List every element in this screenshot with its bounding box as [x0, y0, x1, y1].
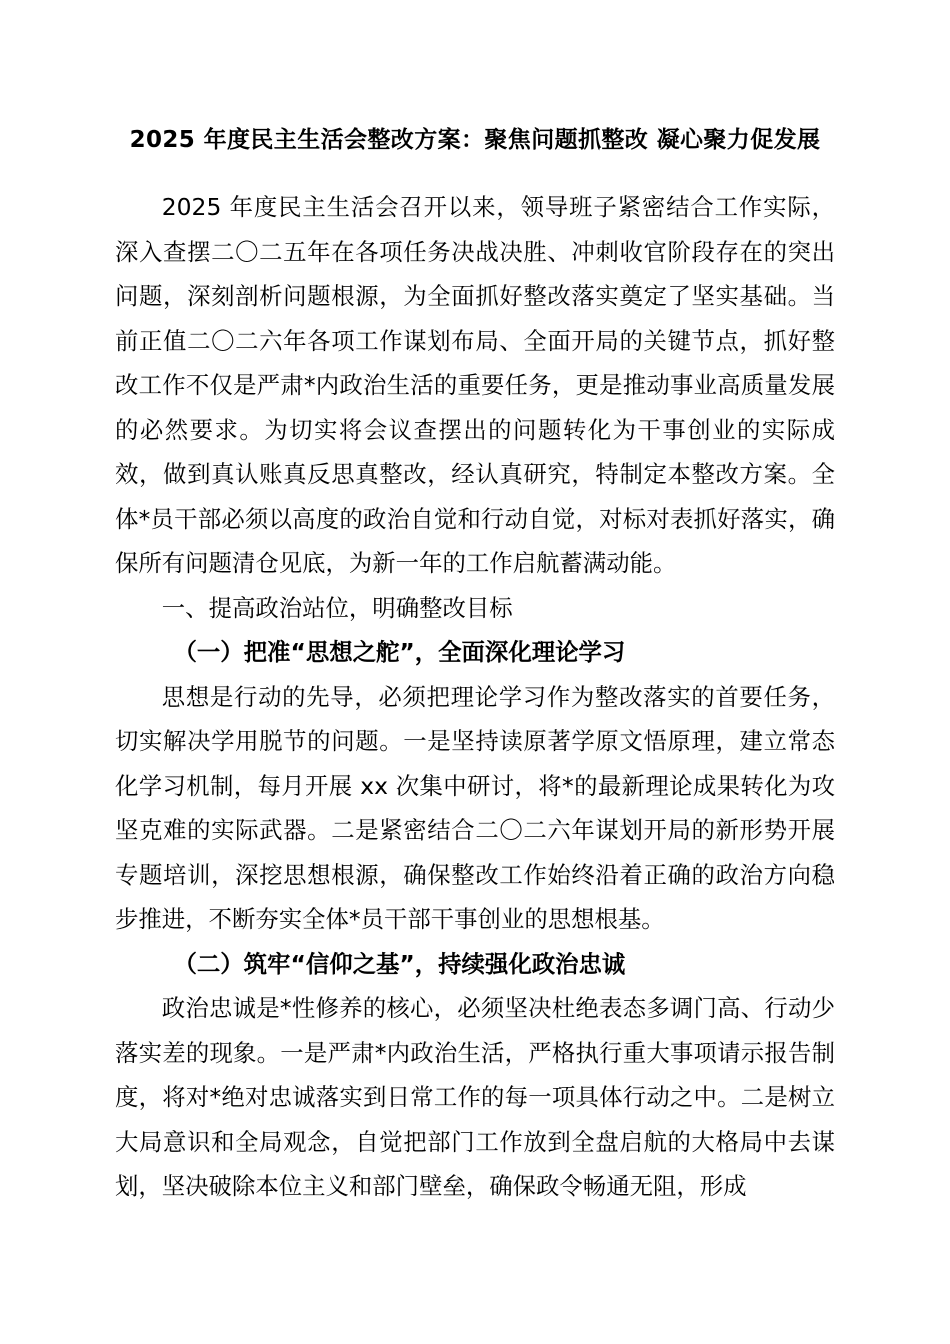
intro-paragraph: 2025 年度民主生活会召开以来，领导班子紧密结合工作实际，深入查摆二〇二五年在各项任务决战决胜、冲刺收官阶段存在的突出问题，深刻剖析问题根源，为全面抓好整改落实奠定了坚实基础。当前正值二〇二六年各项工作谋划布局、全面开局的关键节点，抓好整改工作不仅是严肃*内政治生活的重要任务，更是推动事业高质量发展的必然要求。为切实将会议查摆出的问题转化为干事创业的实际成效，做到真认账真反思真整改，经认真研究，特制定本整改方案。全体*员干部必须以高度的政治自觉和行动自觉，对标对表抓好落实，确保所有问题清仓见底，为新一年的工作启航蓄满动能。: [115, 193, 835, 577]
subsection-heading-1: （一）把准“思想之舵”，全面深化理论学习: [173, 638, 626, 666]
section-heading-1: 一、提高政治站位，明确整改目标: [161, 593, 513, 622]
subsection-heading-2: （二）筑牢“信仰之基”，持续强化政治忠诚: [173, 949, 626, 978]
subsection-2-paragraph: 政治忠诚是*性修养的核心，必须坚决杜绝表态多调门高、行动少落实差的现象。一是严肃*内政治生活，严格执行重大事项请示报告制度，将对*绝对忠诚落实到日常工作的每一项具体行动之中。二是树立大局意识和全局观念，自觉把部门工作放到全盘启航的大格局中去谋划，坚决破除本位主义和部门壁垒，确保政令畅通无阻，形成: [115, 994, 835, 1200]
document-title: 2025 年度民主生活会整改方案：聚焦问题抓整改 凝心聚力促发展: [129, 127, 821, 153]
document-body: [115, 185, 835, 1209]
subsection-1-paragraph: 思想是行动的先导，必须把理论学习作为整改落实的首要任务，切实解决学用脱节的问题。一是坚持读原著学原文悟原理，建立常态化学习机制，每月开展 xx 次集中研讨，将*的最新理论成果转化为攻坚克难的实际武器。二是紧密结合二〇二六年谋划开局的新形势开展专题培训，深挖思想根源，确保整改工作始终沿着正确的政治方向稳步推进，不断夯实全体*员干部干事创业的思想根基。: [115, 682, 835, 933]
